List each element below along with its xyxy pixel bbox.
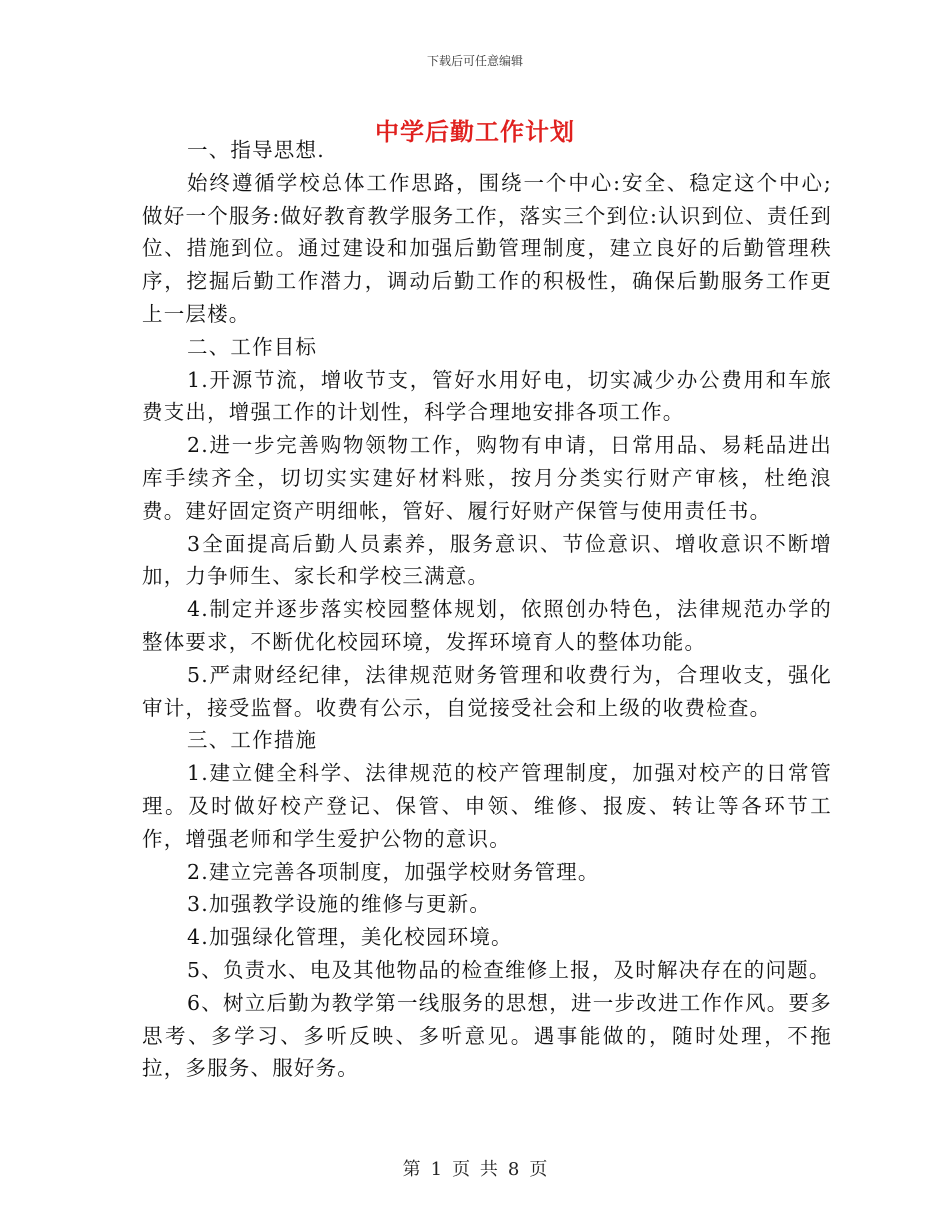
section-heading-guiding-ideology: 一、指导思想.	[187, 138, 325, 162]
footer-middle: 页 共	[452, 1159, 498, 1180]
section-heading-work-measures: 三、工作措施	[187, 728, 318, 753]
goal-item-5: 5.严肃财经纪律，法律规范财务管理和收费行为，合理收支，强化审计，接受监督。收费有公示，自觉接受社会和上级的收费检查。	[142, 662, 832, 720]
goal-item-3: 3全面提高后勤人员素养，服务意识、节俭意识、增收意识不断增加，力争师生、家长和学校三满意。	[142, 531, 832, 589]
footer-total-pages: 8	[507, 1159, 520, 1180]
paragraph-guiding-ideology: 始终遵循学校总体工作思路，围绕一个中心:安全、稳定这个中心;做好一个服务:做好教育教学服务工作，落实三个到位:认识到位、责任到位、措施到位。通过建设和加强后勤管理制度，建立良好的后勤管理秩序，挖掘后勤工作潜力，调动后勤工作的积极性，确保后勤服务工作更上一层楼。	[142, 170, 832, 326]
measure-item-4: 4.加强绿化管理，美化校园环境。	[187, 925, 513, 950]
measure-item-5: 5、负责水、电及其他物品的检查维修上报，及时解决存在的问题。	[187, 957, 831, 982]
page-footer	[0, 1155, 950, 1181]
page-header-note: 下载后可任意编辑	[426, 54, 523, 68]
goal-item-4: 4.制定并逐步落实校园整体规划，依照创办特色，法律规范办学的整体要求，不断优化校园环境，发挥环境育人的整体功能。	[142, 597, 832, 654]
footer-page-number: 1	[430, 1159, 443, 1180]
section-heading-work-goals: 二、工作目标	[187, 334, 318, 359]
goal-item-2: 2.进一步完善购物领物工作，购物有申请，日常用品、易耗品进出库手续齐全，切切实实建好材料账，按月分类实行财产审核，杜绝浪费。建好固定资产明细帐，管好、履行好财产保管与使用责任书。	[142, 433, 832, 523]
document-body	[142, 134, 832, 1085]
document-title: 中学后勤工作计划	[375, 117, 575, 146]
measure-item-3: 3.加强教学设施的维修与更新。	[187, 892, 492, 917]
goal-item-1: 1.开源节流，增收节支，管好水用好电，切实减少办公费用和车旅费支出，增强工作的计划性，科学合理地安排各项工作。	[142, 367, 832, 425]
footer-suffix: 页	[529, 1159, 548, 1180]
measure-item-6: 6、树立后勤为教学第一线服务的思想，进一步改进工作作风。要多思考、多学习、多听反映、多听意见。遇事能做的，随时处理，不拖拉，多服务、服好务。	[142, 990, 832, 1081]
measure-item-1: 1.建立健全科学、法律规范的校产管理制度，加强对校产的日常管理。及时做好校产登记、保管、申领、维修、报废、转让等各环节工作，增强老师和学生爱护公物的意识。	[142, 761, 832, 851]
footer-prefix: 第	[402, 1159, 421, 1180]
measure-item-2: 2.建立完善各项制度，加强学校财务管理。	[187, 859, 600, 884]
